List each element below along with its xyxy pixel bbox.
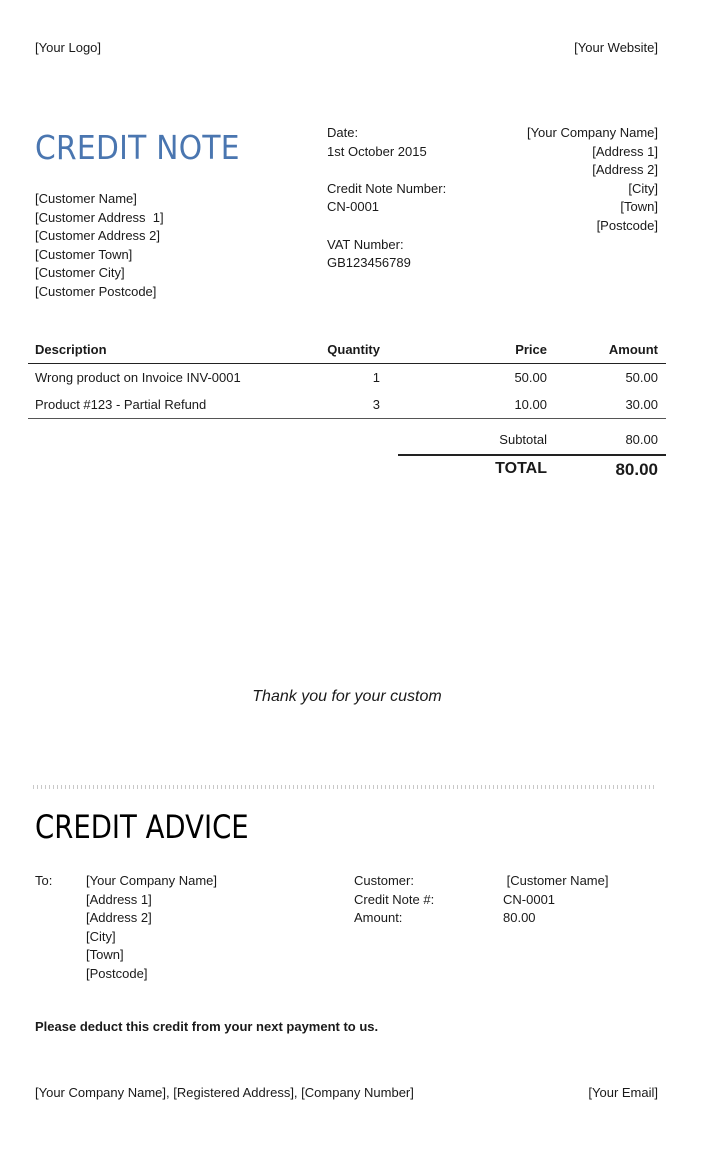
credit-advice-title: CREDIT ADVICE	[35, 808, 249, 846]
thank-you-message: Thank you for your custom	[252, 688, 442, 705]
to-company-name: [Your Company Name]	[86, 873, 218, 888]
line-items-table	[28, 340, 666, 479]
company-name: [Your Company Name]	[526, 125, 658, 140]
date-value: 1st October 2015	[327, 143, 427, 159]
footer-email: [Your Email]	[588, 1085, 658, 1100]
website-placeholder: [Your Website]	[574, 40, 658, 55]
total-row	[398, 456, 666, 486]
table-row	[28, 364, 666, 392]
header-description: Description	[35, 342, 107, 357]
row-quantity: 1	[372, 370, 380, 385]
company-address-1: [Address 1]	[592, 143, 658, 159]
company-address-2: [Address 2]	[592, 162, 658, 178]
row-price: 10.00	[514, 397, 547, 412]
row-description: Product #123 - Partial Refund	[35, 397, 207, 412]
credit-note-number-label: Credit Note Number:	[327, 180, 447, 196]
to-postcode: [Postcode]	[86, 965, 148, 981]
advice-customer-label: Customer:	[354, 873, 414, 888]
company-city: [City]	[628, 180, 658, 196]
advice-amount-value: 80.00	[503, 910, 536, 926]
advice-credit-note-value: CN-0001	[503, 891, 556, 907]
to-address-2: [Address 2]	[86, 910, 152, 926]
to-town: [Town]	[86, 947, 124, 963]
to-address-1: [Address 1]	[86, 891, 152, 907]
page-title: CREDIT NOTE	[35, 128, 240, 167]
to-city: [City]	[86, 928, 116, 944]
header-amount: Amount	[608, 342, 658, 357]
subtotal-label: Subtotal	[499, 432, 547, 447]
total-value: 80.00	[615, 460, 658, 479]
advice-amount-label: Amount:	[354, 910, 403, 926]
customer-postcode: [Customer Postcode]	[35, 283, 157, 299]
remit-to-address-block	[86, 872, 217, 984]
tear-off-divider	[33, 785, 655, 789]
customer-address-1: [Customer Address 1]	[35, 209, 164, 225]
credit-note-number-value: CN-0001	[327, 199, 380, 215]
company-town: [Town]	[620, 199, 658, 215]
row-amount: 50.00	[625, 370, 658, 385]
customer-address-block	[35, 190, 164, 302]
table-header-row	[28, 340, 666, 364]
vat-number-value: GB123456789	[327, 255, 411, 271]
advice-values	[503, 872, 608, 928]
footer-company-info: [Your Company Name], [Registered Address], [Company Number]	[35, 1085, 414, 1100]
advice-labels	[354, 872, 434, 928]
customer-city: [Customer City]	[35, 265, 125, 281]
date-label: Date:	[327, 125, 359, 140]
vat-number-label: VAT Number:	[327, 236, 404, 252]
row-amount: 30.00	[625, 397, 658, 412]
header-quantity: Quantity	[327, 342, 380, 357]
deduct-instruction: Please deduct this credit from your next payment to us.	[35, 1019, 379, 1034]
subtotal-value: 80.00	[625, 432, 658, 447]
to-label: To:	[35, 873, 53, 888]
customer-address-2: [Customer Address 2]	[35, 228, 160, 244]
company-postcode: [Postcode]	[596, 217, 658, 233]
advice-credit-note-label: Credit Note #:	[354, 891, 435, 907]
customer-town: [Customer Town]	[35, 246, 133, 262]
row-price: 50.00	[514, 370, 547, 385]
company-address-block	[527, 124, 658, 236]
header-price: Price	[515, 342, 547, 357]
total-label: TOTAL	[495, 460, 547, 477]
advice-customer-value: [Customer Name]	[503, 873, 609, 888]
row-quantity: 3	[372, 397, 380, 412]
credit-note-meta	[327, 124, 446, 273]
subtotal-row	[398, 428, 666, 456]
table-row	[28, 392, 666, 419]
row-description: Wrong product on Invoice INV-0001	[35, 370, 241, 385]
logo-placeholder: [Your Logo]	[35, 40, 102, 55]
customer-name: [Customer Name]	[35, 191, 137, 206]
